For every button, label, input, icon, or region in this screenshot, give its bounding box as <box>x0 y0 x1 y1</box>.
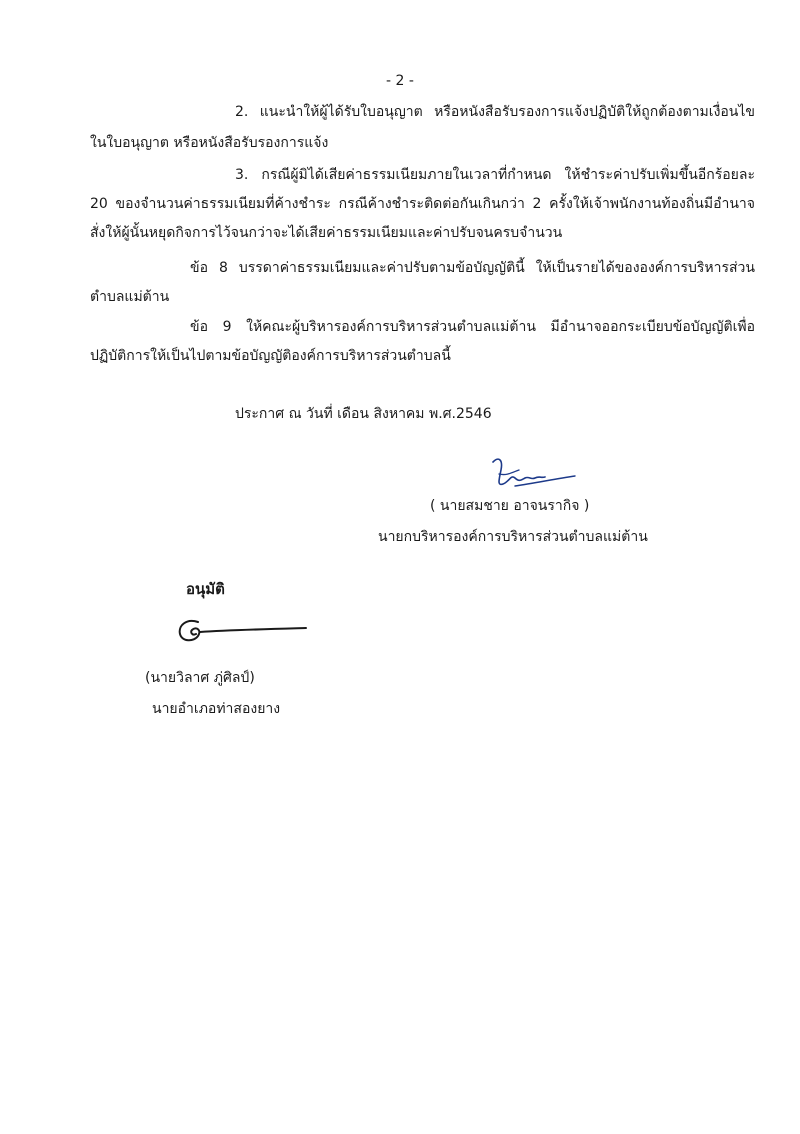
chief-title: นายกบริหารองค์การบริหารส่วนตำบลแม่ต้าน <box>378 529 648 545</box>
clause-8-line-1: ข้อ 8 บรรดาค่าธรรมเนียมและค่าปรับตามข้อบัญญัตินี้ ให้เป็นรายได้ขององค์การบริหารส่วน <box>190 260 755 276</box>
item-3-line-1: 3. กรณีผู้มิได้เสียค่าธรรมเนียมภายในเวลาที่กำหนด ให้ชำระค่าปรับเพิ่มขึ้นอีกร้อยละ <box>235 167 755 183</box>
item-2-line-1: 2. แนะนำให้ผู้ได้รับใบอนุญาต หรือหนังสือรับรองการแจ้งปฏิบัติให้ถูกต้องตามเงื่อนไข <box>235 104 755 120</box>
item-2-line-2: ในใบอนุญาต หรือหนังสือรับรองการแจ้ง <box>90 135 329 151</box>
page-number: - 2 - <box>386 73 414 89</box>
clause-8-line-2: ตำบลแม่ต้าน <box>90 289 170 305</box>
approver-name: (นายวิลาศ ภู่ศิลป์) <box>145 670 255 686</box>
announcement-date-line: ประกาศ ณ วันที่ เดือน สิงหาคม พ.ศ.2546 <box>235 406 492 422</box>
item-3-line-3: สั่งให้ผู้นั้นหยุดกิจการไว้จนกว่าจะได้เสียค่าธรรมเนียมและค่าปรับจนครบจำนวน <box>90 225 563 241</box>
clause-9-line-2: ปฏิบัติการให้เป็นไปตามข้อบัญญัติองค์การบริหารส่วนตำบลนี้ <box>90 348 451 364</box>
clause-9-line-1: ข้อ 9 ให้คณะผู้บริหารองค์การบริหารส่วนตำบลแม่ต้าน มีอำนาจออกระเบียบข้อบัญญัติเพื่อ <box>190 319 755 335</box>
approver-signature <box>170 612 310 648</box>
approver-title: นายอำเภอท่าสองยาง <box>152 701 281 717</box>
chief-signature <box>485 452 580 494</box>
approval-heading: อนุมัติ <box>186 580 225 598</box>
item-3-line-2: 20 ของจำนวนค่าธรรมเนียมที่ค้างชำระ กรณีค้างชำระติดต่อกันเกินกว่า 2 ครั้งให้เจ้าพนักงานท้องถิ่นมีอำนาจ <box>90 196 755 212</box>
chief-name: ( นายสมชาย อาจนรากิจ ) <box>430 498 590 514</box>
